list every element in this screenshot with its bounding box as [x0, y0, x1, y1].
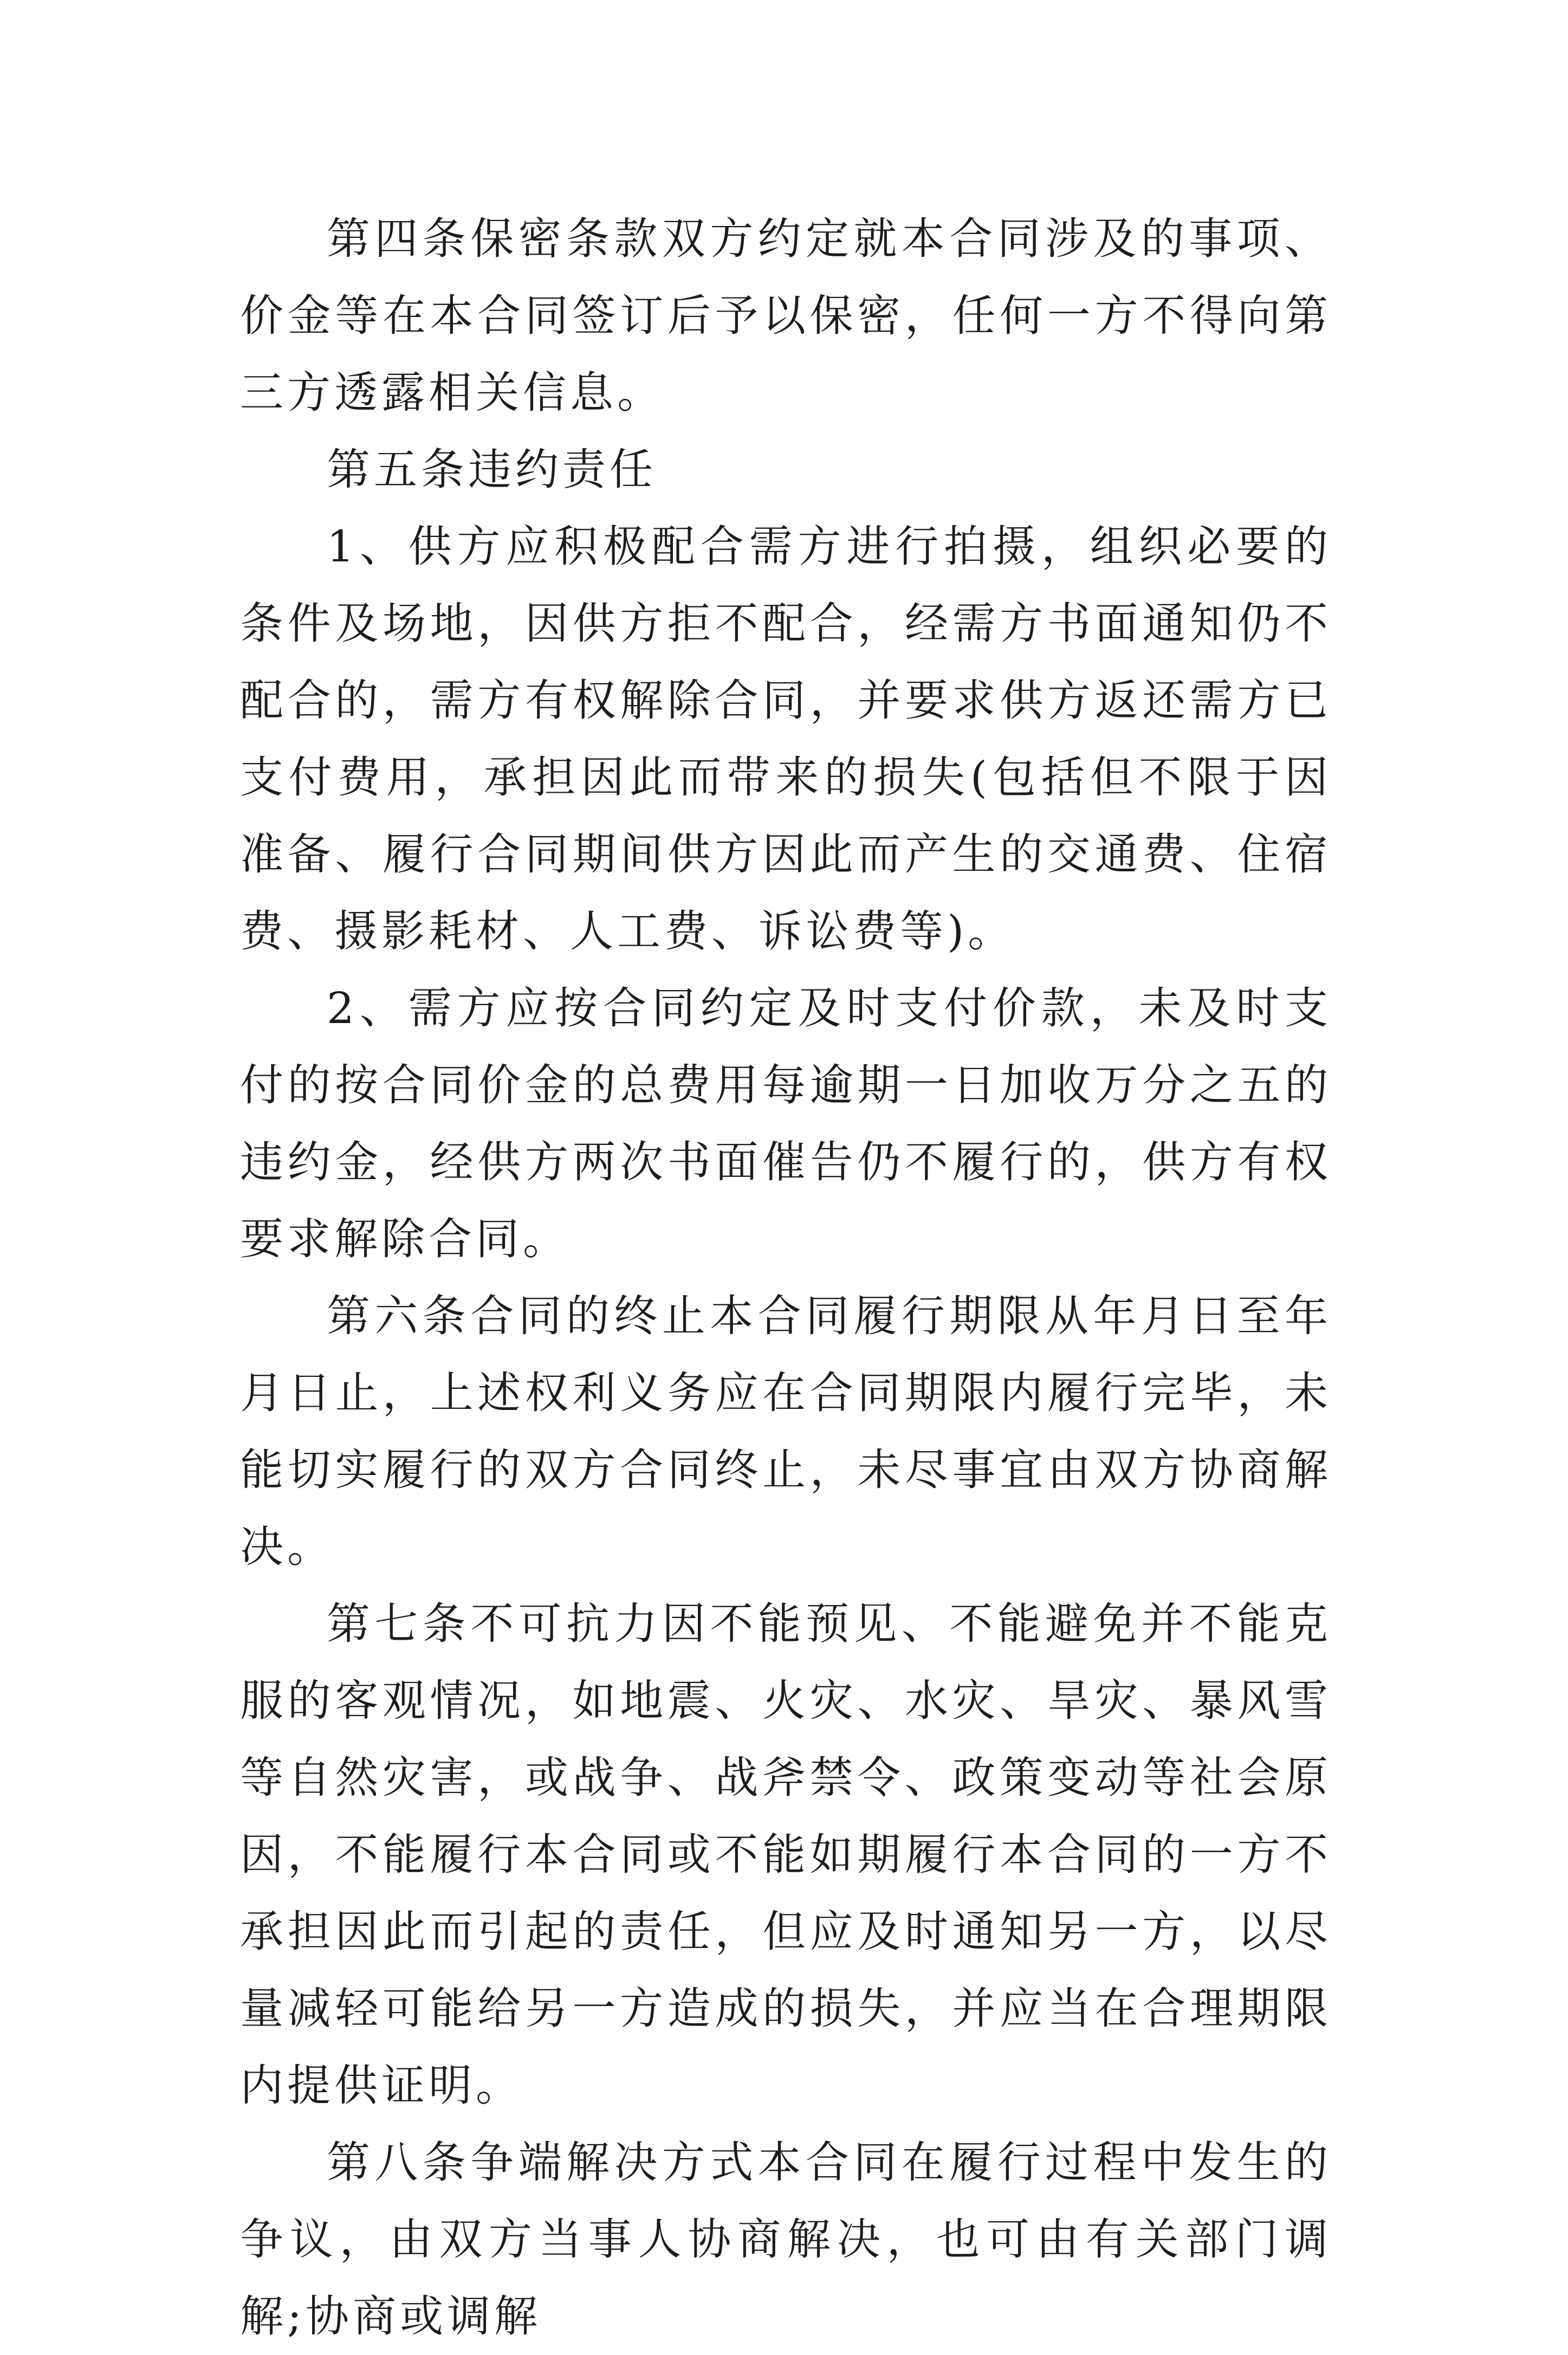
clause-7-force-majeure: 第七条不可抗力因不能预见、不能避免并不能克服的客观情况，如地震、火灾、水灾、旱灾、暴风雪等自然灾害，或战争、战斧禁令、政策变动等社会原因，不能履行本合同或不能如期履行本合同的一方不承担因此而引起的责任，但应及时通知另一方，以尽量减轻可能给另一方造成的损失，并应当在合理期限内提供证明。: [240, 1599, 1332, 2111]
document-body: [240, 200, 1332, 2355]
clause-5-heading: 第五条违约责任: [327, 444, 657, 495]
clause-4-confidentiality: 第四条保密条款双方约定就本合同涉及的事项、价金等在本合同签订后予以保密，任何一方不得向第三方透露相关信息。: [240, 213, 1332, 418]
clause-6-termination: 第六条合同的终止本合同履行期限从年月日至年月日止，上述权利义务应在合同期限内履行完毕，未能切实履行的双方合同终止，未尽事宜由双方协商解决。: [240, 1291, 1332, 1572]
clause-5-item-2: 2、需方应按合同约定及时支付价款，未及时支付的按合同价金的总费用每逾期一日加收万分之五的违约金，经供方两次书面催告仍不履行的，供方有权要求解除合同。: [240, 983, 1332, 1264]
clause-8-dispute-resolution: 第八条争端解决方式本合同在履行过程中发生的争议，由双方当事人协商解决，也可由有关部门调解;协商或调解: [240, 2137, 1332, 2341]
clause-5-item-1: 1、供方应积极配合需方进行拍摄，组织必要的条件及场地，因供方拒不配合，经需方书面通知仍不配合的，需方有权解除合同，并要求供方返还需方已支付费用，承担因此而带来的损失(包括但不限于因准备、履行合同期间供方因此而产生的交通费、住宿费、摄影耗材、人工费、诉讼费等)。: [240, 521, 1332, 956]
